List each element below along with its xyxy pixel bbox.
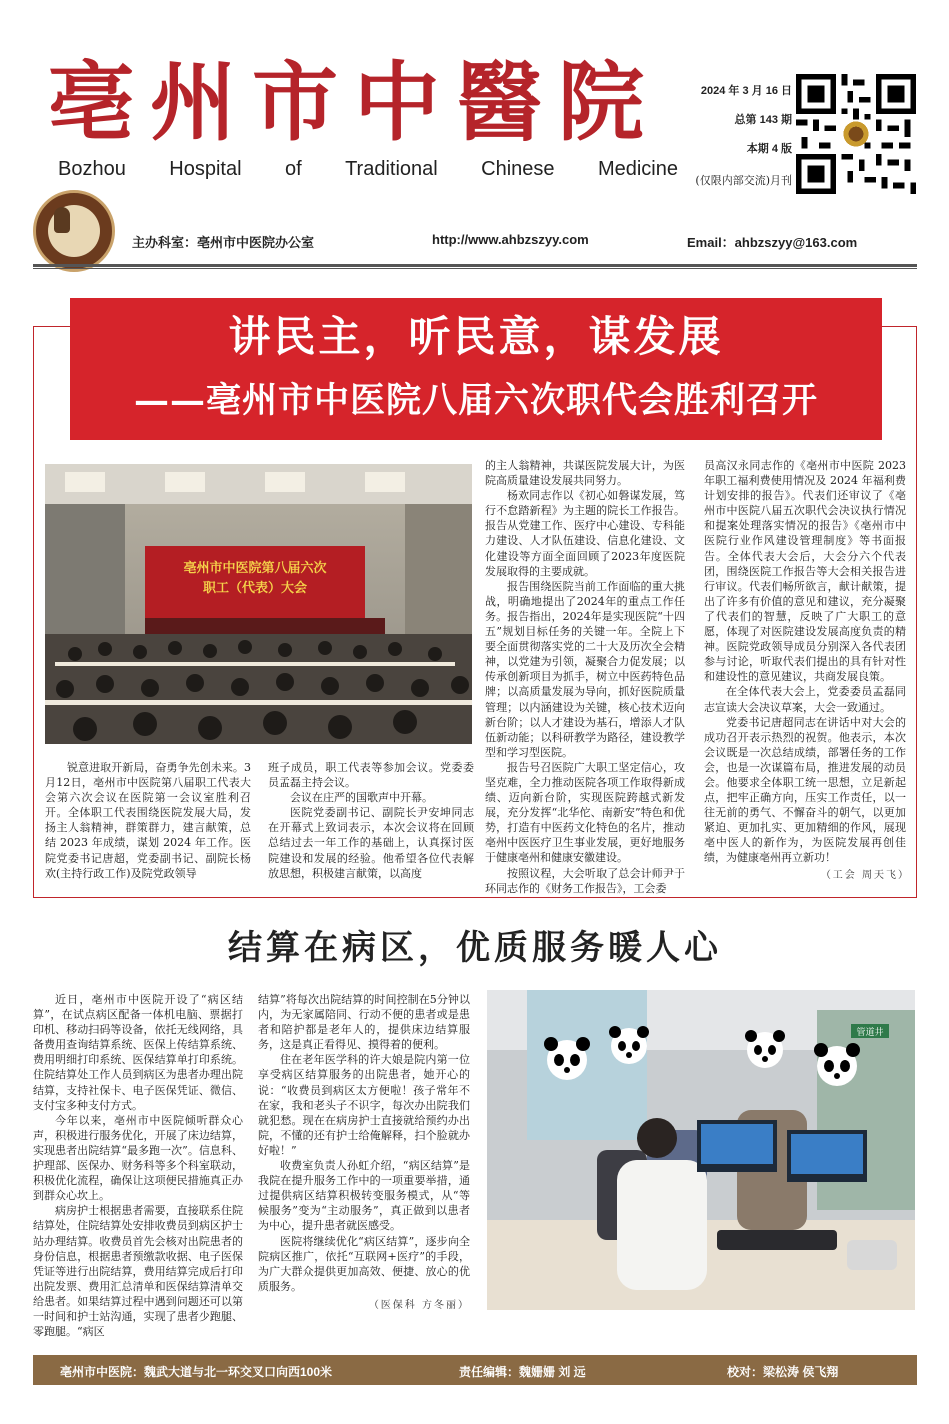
email-link[interactable]: Email：ahbzszyy@163.com — [687, 235, 858, 250]
photo-sign: 管道井 — [856, 1028, 884, 1038]
english-word: Medicine — [597, 158, 678, 180]
english-word: Hospital — [169, 158, 242, 180]
article2-title: 结算在病区，优质服务暖人心 — [228, 928, 722, 968]
article1-signature: （工会 周天飞） — [820, 870, 910, 881]
circulation-note: (仅限内部交流)月刊 — [695, 174, 792, 187]
english-word: Chinese — [481, 158, 555, 180]
website-link[interactable]: http://www.ahbzszyy.com — [432, 232, 589, 247]
sponsor-office: 主办科室：亳州市中医院办公室 — [132, 235, 315, 250]
article2-column-1 — [33, 992, 243, 1339]
issue-total: 总第 143 期 — [734, 114, 792, 126]
hospital-logo-icon — [33, 190, 115, 272]
paragraph: 党委书记唐超同志在讲话中对大会的成功召开表示热烈的祝贺。他表示，本次会议既是一次总结成绩，部署任务的工作会，也是一次谋篇布局，推进发展的动员会。他要求全体职工统一思想，立足新起点，把牢正确方向，压实工作责任，以一往无前的勇气、不懈奋斗的朝气，以更加紧迫、更加扎实、更加精细的作风，展现亳中医人的新作为，为医院发展再创佳绩，为健康亳州再立新功！ — [704, 715, 906, 865]
masthead-rule — [33, 264, 917, 267]
issue-pages: 本期 4 版 — [746, 143, 792, 155]
paragraph: 的主人翁精神，共谋医院发展大计，为医院高质量建设发展共同努力。 — [485, 459, 685, 488]
article1-title: 讲民主，听民意，谋发展 — [228, 312, 724, 361]
paragraph: 医院党委副书记、副院长尹安坤同志在开幕式上致词表示，本次会议将在回顾总结过去一年工作的基础上，认真探讨医院建设和发展的经验。他希望各位代表解放思想，积极建言献策，以高度 — [268, 806, 474, 880]
article1-column-1 — [45, 760, 251, 881]
issue-date: 2024 年 3 月 16 日 — [700, 85, 792, 97]
paragraph: 今年以来，亳州市中医院倾听群众心声，积极进行服务优化，开展了床边结算，实现患者出院结算“最多跑一次”。信息科、护理部、医保办、财务科等多个科室联动，积极优化流程，确保让这项便民措施真正办到群众心坎上。 — [33, 1113, 243, 1203]
masthead-english-title — [58, 158, 678, 181]
article1-column-4 — [704, 458, 906, 866]
paragraph: 报告围绕医院当前工作面临的重大挑战，明确地提出了2024年的重点工作任务。报告指出，2024年是实现医院“十四五”规划目标任务的关键一年。全院上下要全面贯彻落实党的二十大及历次全会精神，以党建为引领，凝聚合力促发展；以传承创新项目为抓手，树立中医药特色品牌；以高质量发展为导向，抓好医院质量管理；以内涵建设为关键，核心技术迈向新台阶；以人才建设为基石，增添人才队伍新动能；以科研教学为路径，建设教学型和学习型医院。 — [485, 579, 685, 759]
qr-code-icon[interactable] — [796, 74, 916, 194]
article1-subtitle: ——亳州市中医院八届六次职代会胜利召开 — [133, 380, 818, 421]
footer-proofreaders: 校对：梁松涛 侯飞翔 — [727, 1365, 839, 1379]
paragraph: 结算”将每次出院结算的时间控制在5分钟以内，为无家属陪同、行动不便的患者或是患者和陪护都是老年人的，提供床边结算服务，这是真正看得见、摸得着的便利。 — [258, 993, 470, 1052]
paragraph: 会议在庄严的国歌声中开幕。 — [290, 791, 433, 805]
paragraph: 按照议程，大会听取了总会计师尹于环同志作的《财务工作报告》，工会委 — [485, 866, 685, 895]
masthead-rule-thin — [33, 268, 917, 269]
paragraph: 班子成员，职工代表等参加会议。党委委员孟磊主持会议。 — [268, 761, 474, 790]
photo-banner-line2: 职工（代表）大会 — [202, 581, 308, 596]
ward-settlement-photo — [487, 990, 915, 1310]
paragraph: 锐意进取开新局，奋勇争先创未来。3月12日，亳州市中医院第八届职工代表大会第六次会议在医院第一会议室胜利召开。全体职工代表围绕医院发展大局，发扬主人翁精神，群策群力，建言献策，总结 2023 年成绩，谋划 2024 年工作。医院党委书记唐超，党委副书记、副院长杨欢(主持行政工作)及院党政领导 — [45, 761, 251, 880]
paragraph: 员高汉永同志作的《亳州市中医院 2023 年职工福利费使用情况及 2024 年福利费计划安排的报告》。代表们还审议了《亳州市中医院八届五次职代会决议执行情况和提案处理落实情况的报告》《亳州市中医院行业作风建设管理制度》等书面报告。全体代表大会后，大会分六个代表团，围绕医院工作报告等大会相关报告进行审议。代表们畅所欲言，献计献策，提出了许多有价值的意见和建议，充分凝聚了代表们的智慧，反映了广大职工的意愿，体现了对医院建设发展高度负责的精神。医院党政领导成员分别深入各代表团参与讨论，听取代表们提出的具有针对性和建设性的意见建议，共商发展良策。 — [704, 459, 906, 684]
masthead-title: 亳州市中醫院 — [48, 52, 660, 153]
english-word: Bozhou — [58, 158, 126, 180]
photo-banner-line1: 亳州市中医院第八届六次 — [183, 561, 327, 576]
paragraph: 杨欢同志作以《初心如磐谋发展，笃行不怠踏新程》为主题的院长工作报告。报告从党建工作、医疗中心建设、专科能力建设、人才队伍建设、信息化建设、文化建设等方面全面回顾了2023年度医院发展取得的主要成就。 — [485, 489, 685, 578]
paragraph: 收费室负责人孙虹介绍，“病区结算”是我院在提升服务工作中的一项重要举措，通过提供病区结算积极转变服务模式，从“等候服务”变为“主动服务”，真正做到以患者为中心，提升患者就医感受。 — [258, 1159, 470, 1233]
paragraph: 病房护士根据患者需要，直接联系住院结算处，住院结算处安排收费员到病区护士站办理结算。收费员首先会核对出院患者的身份信息，根据患者预缴款收据、电子医保凭证等进行出院结算，费用结算完成后打印出院发票、费用汇总清单和医保结算清单交给患者。如果结算过程中遇到问题还可以第一时间和护士站沟通，实现了患者少跑腿、零跑腿。“病区 — [33, 1204, 243, 1339]
article2-column-2 — [258, 992, 470, 1294]
article2-signature: （医保科 方冬丽） — [368, 1300, 470, 1311]
paragraph: 住在老年医学科的许大娘是院内第一位享受病区结算服务的出院患者，她开心的说：“收费员到病区太方便啦！孩子常年不在家，我和老头子不识字，每次办出院我们就犯愁。现在在病房护士直接就给预约办出院，不懂的还有护士给俺解释，扫个脸就办好啦！” — [258, 1053, 470, 1157]
congress-photo — [45, 464, 472, 744]
paragraph: 在全体代表大会上，党委委员孟磊同志宣读大会决议草案，大会一致通过。 — [704, 685, 906, 714]
english-word: Traditional — [345, 158, 438, 180]
paragraph: 医院将继续优化“病区结算”，逐步向全院病区推广，依托“互联网+医疗”的手段，为广大群众提供更加高效、便捷、放心的优质服务。 — [258, 1234, 470, 1293]
footer-editors: 责任编辑：魏姗姗 刘 远 — [459, 1365, 586, 1379]
paragraph: 报告号召医院广大职工坚定信心，攻坚克难，全力推动医院各项工作取得新成绩、迈向新台阶，实现医院跨越式新发展，充分发挥“北华佗、南新安”特色和优势，打造有中医药文化特色的名片，推动亳州中医医疗卫生事业发展，更好地服务于健康亳州和健康安徽建设。 — [485, 760, 685, 865]
article1-column-2 — [268, 760, 474, 881]
footer-bar — [33, 1355, 917, 1385]
paragraph: 近日，亳州市中医院开设了“病区结算”，在试点病区配备一体机电脑、票据打印机、移动扫码等设备，依托无线网络，具备费用查询结算系统、医保上传结算系统、费用明细打印系统、医保结算单打印系统。住院结算处工作人员到病区为患者办理出院结算，支持社保卡、电子医保凭证、微信、支付宝多种支付方式。 — [33, 993, 243, 1112]
article1-column-3 — [485, 458, 685, 896]
footer-address: 亳州市中医院：魏武大道与北一环交叉口向西100米 — [60, 1365, 333, 1379]
english-word: of — [284, 158, 302, 180]
